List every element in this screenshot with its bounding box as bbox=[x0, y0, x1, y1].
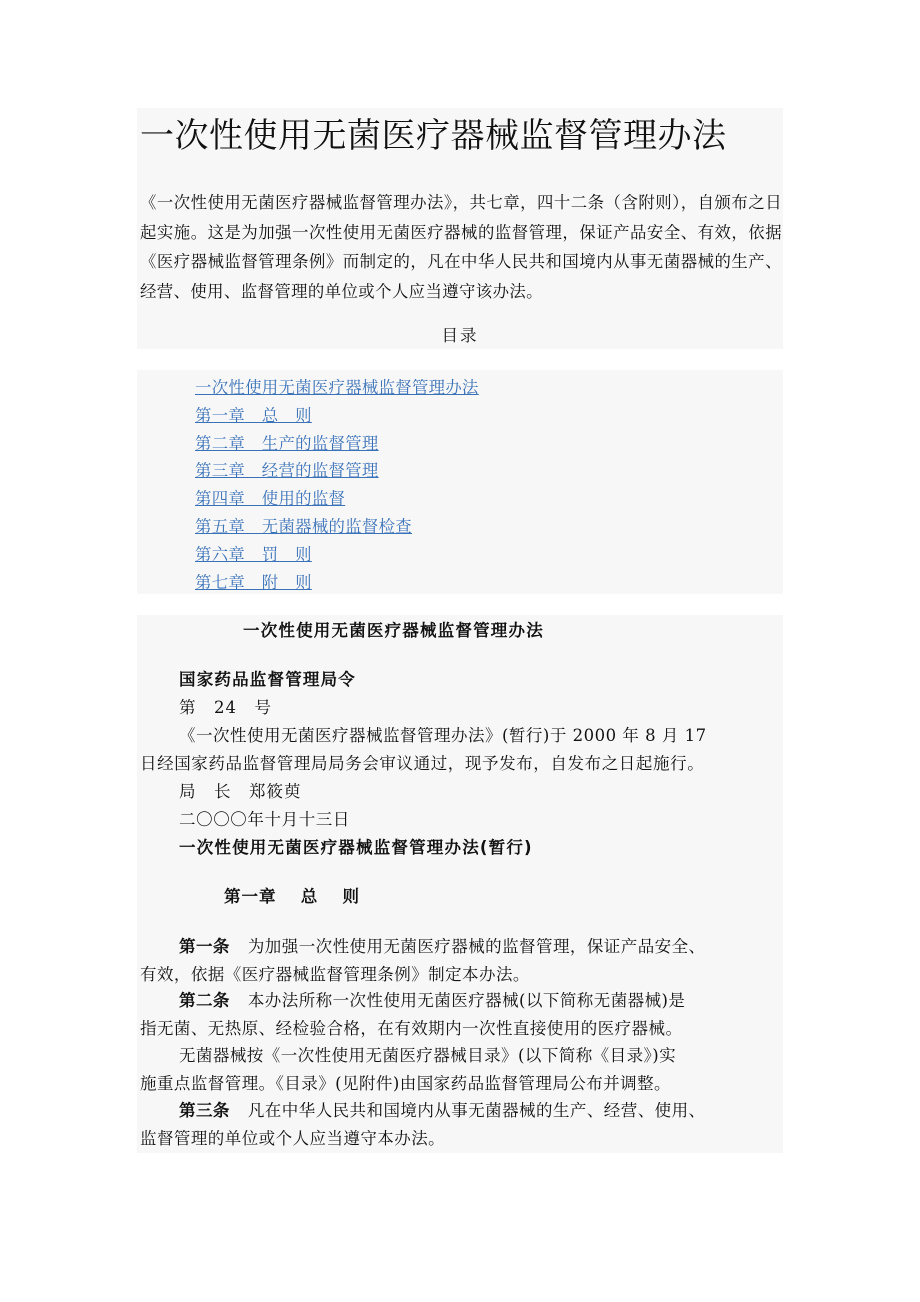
document-title: 一次性使用无菌医疗器械监督管理办法 bbox=[140, 116, 727, 156]
article-2-label: 第二条 bbox=[179, 991, 230, 1010]
article-2-continuation: 指无菌、无热原、经检验合格，在有效期内一次性直接使用的医疗器械。 bbox=[140, 1019, 683, 1038]
chapter-1-title: 第一章 总 则 bbox=[224, 887, 360, 906]
article-2-paragraph-2-continuation: 施重点监督管理。《目录》(见附件)由国家药品监督管理局公布并调整。 bbox=[140, 1074, 671, 1093]
toc-item bbox=[195, 569, 479, 597]
toc-item bbox=[195, 430, 479, 458]
intro-section bbox=[137, 108, 783, 349]
body-heading: 一次性使用无菌医疗器械监督管理办法 bbox=[243, 621, 544, 640]
table-of-contents bbox=[137, 370, 783, 594]
article-1-text: 为加强一次性使用无菌医疗器械的监督管理，保证产品安全、 bbox=[247, 937, 706, 956]
toc-item bbox=[195, 541, 479, 569]
article-2-paragraph-2: 无菌器械按《一次性使用无菌医疗器械目录》(以下简称《目录》)实 bbox=[179, 1046, 677, 1065]
order-number: 第 24 号 bbox=[179, 698, 272, 717]
toc-item bbox=[195, 457, 479, 485]
toc-item bbox=[195, 402, 479, 430]
signer-line: 局 长 郑筱萸 bbox=[179, 782, 302, 801]
article-3-continuation: 监督管理的单位或个人应当遵守本办法。 bbox=[140, 1129, 446, 1148]
article-1 bbox=[179, 935, 706, 959]
toc-link-chapter-2[interactable]: 第二章 生产的监督管理 bbox=[195, 433, 379, 453]
article-2-text: 本办法所称一次性使用无菌医疗器械(以下简称无菌器械)是 bbox=[247, 991, 686, 1010]
toc-link-chapter-1[interactable]: 第一章 总 则 bbox=[195, 405, 312, 425]
intro-paragraph: 《一次性使用无菌医疗器械监督管理办法》，共七章，四十二条（含附则），自颁布之日起实施。这是为加强一次性使用无菌医疗器械的监督管理，保证产品安全、有效，依据《医疗器械监督管理条例》而制定的，凡在中华人民共和国境内从事无菌器械的生产、经营、使用、监督管理的单位或个人应当遵守该办法。 bbox=[140, 193, 782, 301]
toc-item bbox=[195, 513, 479, 541]
toc-link-chapter-7[interactable]: 第七章 附 则 bbox=[195, 572, 312, 592]
article-1-label: 第一条 bbox=[179, 937, 230, 956]
toc-link-title[interactable]: 一次性使用无菌医疗器械监督管理办法 bbox=[195, 378, 479, 397]
document-body bbox=[137, 615, 783, 1153]
date-line: 二〇〇〇年十月十三日 bbox=[179, 810, 350, 829]
toc-item bbox=[195, 485, 479, 513]
toc-link-chapter-6[interactable]: 第六章 罚 则 bbox=[195, 544, 312, 564]
article-3-label: 第三条 bbox=[179, 1101, 230, 1120]
toc-heading: 目录 bbox=[441, 326, 479, 345]
decree-line-1: 《一次性使用无菌医疗器械监督管理办法》(暂行)于 2000 年 8 月 17 bbox=[179, 726, 707, 745]
body-subtitle: 一次性使用无菌医疗器械监督管理办法(暂行) bbox=[179, 838, 533, 857]
article-2 bbox=[179, 989, 685, 1013]
article-3 bbox=[179, 1099, 706, 1123]
article-1-continuation: 有效，依据《医疗器械监督管理条例》制定本办法。 bbox=[140, 965, 530, 984]
issuer-line: 国家药品监督管理局令 bbox=[179, 670, 356, 689]
toc-item bbox=[195, 374, 479, 402]
toc-link-chapter-3[interactable]: 第三章 经营的监督管理 bbox=[195, 461, 379, 481]
toc-list bbox=[195, 374, 479, 596]
decree-line-2: 日经国家药品监督管理局局务会审议通过，现予发布，自发布之日起施行。 bbox=[140, 754, 705, 773]
toc-link-chapter-5[interactable]: 第五章 无菌器械的监督检查 bbox=[195, 516, 412, 536]
toc-link-chapter-4[interactable]: 第四章 使用的监督 bbox=[195, 489, 346, 509]
article-3-text: 凡在中华人民共和国境内从事无菌器械的生产、经营、使用、 bbox=[247, 1101, 706, 1120]
